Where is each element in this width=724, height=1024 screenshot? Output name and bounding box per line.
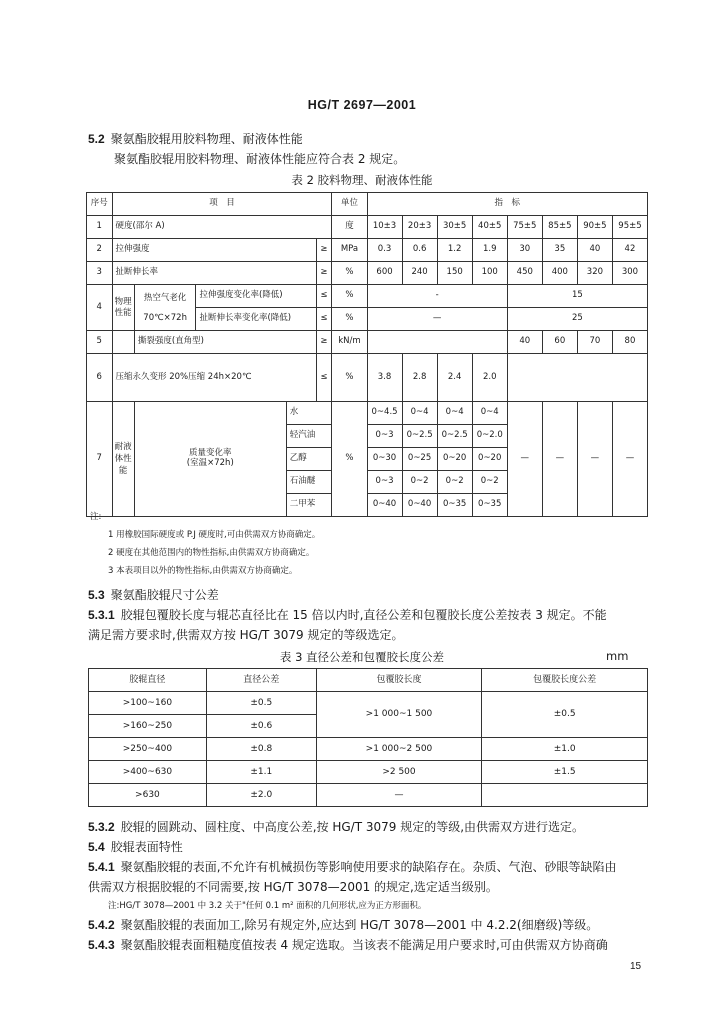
section-5-2 bbox=[88, 130, 303, 147]
cell-dash: — bbox=[612, 402, 647, 517]
section-number: 5.4.1 bbox=[88, 860, 115, 874]
table2 bbox=[86, 192, 648, 517]
cell: 10±3 bbox=[367, 216, 402, 239]
row-item: 撕裂强度(直角型) bbox=[134, 331, 316, 354]
liquid-name: 轻汽油 bbox=[286, 425, 332, 448]
cell: 100 bbox=[472, 262, 507, 285]
cell: 0~35 bbox=[472, 494, 507, 517]
cell: 0~4 bbox=[437, 402, 472, 425]
row-unit: MPa bbox=[332, 239, 367, 262]
cell: >100~160 bbox=[89, 692, 207, 715]
cell: 0~2 bbox=[402, 471, 437, 494]
row-sym: ≥ bbox=[316, 331, 332, 354]
cell: 0~2 bbox=[472, 471, 507, 494]
h-length-tol: 包覆胶长度公差 bbox=[482, 669, 648, 692]
cell: 60 bbox=[542, 331, 577, 354]
table3 bbox=[88, 668, 648, 807]
cell: 150 bbox=[437, 262, 472, 285]
cell: 300 bbox=[612, 262, 647, 285]
para-line: 胶辊包覆胶长度与辊芯直径比在 15 倍以内时,直径公差和包覆胶长度公差按表 3 规定。不能 bbox=[120, 608, 607, 622]
para-line: 胶辊的圆跳动、圆柱度、中高度公差,按 HG/T 3079 规定的等级,由供需双方进行选定。 bbox=[120, 820, 585, 834]
section-number: 5.4.2 bbox=[88, 918, 115, 932]
note-2: 2 硬度在其他范围内的物性指标,由供需双方协商确定。 bbox=[108, 548, 315, 558]
row-no: 5 bbox=[87, 331, 113, 354]
cell: 0~25 bbox=[402, 448, 437, 471]
section-5-4-1-note: 注:HG/T 3078—2001 中 3.2 关于"任何 0.1 m² 面积的几何形状,应为正方形面积。 bbox=[108, 901, 427, 911]
cell: 0~4 bbox=[402, 402, 437, 425]
cell-dash: — bbox=[542, 402, 577, 517]
section-number: 5.3.1 bbox=[88, 608, 115, 622]
cell: ±0.5 bbox=[206, 692, 316, 715]
cell: 0~20 bbox=[437, 448, 472, 471]
section-5-2-text: 聚氨酯胶辊用胶料物理、耐液体性能应符合表 2 规定。 bbox=[114, 152, 406, 166]
table3-caption: 表 3 直径公差和包覆胶长度公差 bbox=[279, 650, 445, 664]
cell: 40±5 bbox=[472, 216, 507, 239]
liquid-item-line1: 质量变化率 bbox=[189, 448, 232, 459]
cell: 0~2.0 bbox=[472, 425, 507, 448]
cell: ±1.0 bbox=[482, 738, 648, 761]
section-5-4-1-cont: 供需双方根据胶辊的不同需要,按 HG/T 3078—2001 的规定,选定适当级别。 bbox=[88, 880, 498, 894]
row-item: 压缩永久变形 20%压缩 24h×20℃ bbox=[112, 354, 316, 402]
cell: >160~250 bbox=[89, 715, 207, 738]
section-number: 5.2 bbox=[88, 132, 105, 146]
section-number: 5.4.3 bbox=[88, 938, 115, 952]
section-title: 胶辊表面特性 bbox=[110, 840, 183, 854]
cell: 0~3 bbox=[367, 471, 402, 494]
notes-title: 注: bbox=[90, 512, 102, 522]
row-sym: ≥ bbox=[316, 239, 332, 262]
section-5-3-2 bbox=[88, 818, 584, 835]
h-diameter: 胶辊直径 bbox=[89, 669, 207, 692]
section-5-4-3 bbox=[88, 936, 608, 953]
liquid-name: 水 bbox=[286, 402, 332, 425]
cell: ±0.5 bbox=[482, 692, 648, 738]
cell: 1.9 bbox=[472, 239, 507, 262]
cell: 450 bbox=[507, 262, 542, 285]
liquid-name: 二甲苯 bbox=[286, 494, 332, 517]
cell: 0~2 bbox=[437, 471, 472, 494]
cell: >400~630 bbox=[89, 761, 207, 784]
section-5-4-1 bbox=[88, 858, 617, 875]
cell: 0.6 bbox=[402, 239, 437, 262]
cell: ±1.1 bbox=[206, 761, 316, 784]
cell-empty bbox=[367, 331, 507, 354]
cell: 3.8 bbox=[367, 354, 402, 402]
row-unit: % bbox=[332, 308, 367, 331]
cell: 320 bbox=[577, 262, 612, 285]
cell: 0~4.5 bbox=[367, 402, 402, 425]
cell: 0~3 bbox=[367, 425, 402, 448]
cell: 0~2.5 bbox=[437, 425, 472, 448]
cell: 20±3 bbox=[402, 216, 437, 239]
liquid-name: 石油醚 bbox=[286, 471, 332, 494]
cell: 0.3 bbox=[367, 239, 402, 262]
cell: 0~30 bbox=[367, 448, 402, 471]
cell: ±2.0 bbox=[206, 784, 316, 807]
para-line: 聚氨酯胶辊的表面,不允许有机械损伤等影响使用要求的缺陷存在。杂质、气泡、砂眼等缺陷由 bbox=[120, 860, 617, 874]
cell: 2.8 bbox=[402, 354, 437, 402]
section-5-3 bbox=[88, 586, 219, 603]
row-sym: ≤ bbox=[316, 308, 332, 331]
h-item: 项 目 bbox=[112, 193, 332, 216]
cell: 2.4 bbox=[437, 354, 472, 402]
cell: 0~40 bbox=[402, 494, 437, 517]
cell: 75±5 bbox=[507, 216, 542, 239]
row-sym: ≥ bbox=[316, 262, 332, 285]
cell: 0~20 bbox=[472, 448, 507, 471]
cell: 0~4 bbox=[472, 402, 507, 425]
section-title: 聚氨酯胶辊用胶料物理、耐液体性能 bbox=[110, 132, 303, 146]
cell: — bbox=[316, 784, 482, 807]
row-item: 拉伸强度 bbox=[112, 239, 316, 262]
cell-dash: - bbox=[367, 285, 507, 308]
row-no: 3 bbox=[87, 262, 113, 285]
cell: 95±5 bbox=[612, 216, 647, 239]
cell: 30 bbox=[507, 239, 542, 262]
group-physical: 物理性能 bbox=[112, 285, 134, 331]
cell: 85±5 bbox=[542, 216, 577, 239]
cell: 40 bbox=[577, 239, 612, 262]
h-unit: 单位 bbox=[332, 193, 367, 216]
group-liquid: 耐液体性能 bbox=[112, 402, 134, 517]
cell: 0~40 bbox=[367, 494, 402, 517]
cell: >630 bbox=[89, 784, 207, 807]
sub-elongation: 扯断伸长率变化率(降低) bbox=[196, 308, 316, 331]
aging-temp: 70℃×72h bbox=[143, 312, 187, 323]
cell-dash: — bbox=[367, 308, 507, 331]
row-item: 硬度(邵尔 A) bbox=[112, 216, 332, 239]
sub-tensile: 拉伸强度变化率(降低) bbox=[196, 285, 316, 308]
cell: 90±5 bbox=[577, 216, 612, 239]
section-5-4 bbox=[88, 838, 183, 855]
row-no: 6 bbox=[87, 354, 113, 402]
section-number: 5.4 bbox=[88, 840, 105, 854]
row-unit: kN/m bbox=[332, 331, 367, 354]
row-sym: ≤ bbox=[316, 354, 332, 402]
aging-label: 热空气老化 bbox=[143, 292, 187, 303]
row-no: 1 bbox=[87, 216, 113, 239]
standard-header: HG/T 2697—2001 bbox=[307, 98, 417, 112]
row-item: 扯断伸长率 bbox=[112, 262, 316, 285]
liquid-item-line2: (室温×72h) bbox=[186, 458, 234, 468]
cell: 400 bbox=[542, 262, 577, 285]
cell: ±0.6 bbox=[206, 715, 316, 738]
cell: 0~2.5 bbox=[402, 425, 437, 448]
cell: 80 bbox=[612, 331, 647, 354]
table2-caption: 表 2 胶料物理、耐液体性能 bbox=[291, 173, 433, 187]
cell-dash: — bbox=[577, 402, 612, 517]
cell: 70 bbox=[577, 331, 612, 354]
cell: 2.0 bbox=[472, 354, 507, 402]
h-length: 包覆胶长度 bbox=[316, 669, 482, 692]
liquid-item bbox=[134, 402, 286, 517]
section-5-3-1 bbox=[88, 606, 607, 623]
cell: >1 000~1 500 bbox=[316, 692, 482, 738]
row-unit: % bbox=[332, 285, 367, 308]
cell: 15 bbox=[507, 285, 647, 308]
cell-empty bbox=[482, 784, 648, 807]
cell: 30±5 bbox=[437, 216, 472, 239]
cell: ±0.8 bbox=[206, 738, 316, 761]
section-5-4-2 bbox=[88, 916, 598, 933]
cell: 35 bbox=[542, 239, 577, 262]
row-no: 7 bbox=[87, 402, 113, 517]
para-line: 聚氨酯胶辊的表面加工,除另有规定外,应达到 HG/T 3078—2001 中 4.2.2(细磨级)等级。 bbox=[120, 918, 599, 932]
row-unit: 度 bbox=[332, 216, 367, 239]
row-sym: ≤ bbox=[316, 285, 332, 308]
cell: >1 000~2 500 bbox=[316, 738, 482, 761]
note-3: 3 本表项目以外的物性指标,由供需双方协商确定。 bbox=[108, 566, 298, 576]
cell: >250~400 bbox=[89, 738, 207, 761]
cell: 600 bbox=[367, 262, 402, 285]
cell: 40 bbox=[507, 331, 542, 354]
cell: ±1.5 bbox=[482, 761, 648, 784]
note-1: 1 用橡胶国际硬度或 P.J 硬度时,可由供需双方协商确定。 bbox=[108, 530, 321, 540]
cell: 240 bbox=[402, 262, 437, 285]
row-no: 4 bbox=[87, 285, 113, 331]
h-no: 序号 bbox=[87, 193, 113, 216]
cell: 25 bbox=[507, 308, 647, 331]
section-number: 5.3.2 bbox=[88, 820, 115, 834]
section-title: 聚氨酯胶辊尺寸公差 bbox=[110, 588, 219, 602]
cell: 0~35 bbox=[437, 494, 472, 517]
row-unit: % bbox=[332, 402, 367, 517]
cell: >2 500 bbox=[316, 761, 482, 784]
para-line: 聚氨酯胶辊表面粗糙度值按表 4 规定选取。当该表不能满足用户要求时,可由供需双方协商确 bbox=[120, 938, 608, 952]
h-index: 指 标 bbox=[367, 193, 648, 216]
row-unit: % bbox=[332, 354, 367, 402]
section-number: 5.3 bbox=[88, 588, 105, 602]
cell-dash: — bbox=[507, 402, 542, 517]
h-diam-tol: 直径公差 bbox=[206, 669, 316, 692]
cell-empty bbox=[507, 354, 647, 402]
liquid-name: 乙醇 bbox=[286, 448, 332, 471]
row-no: 2 bbox=[87, 239, 113, 262]
cell: 1.2 bbox=[437, 239, 472, 262]
row-unit: % bbox=[332, 262, 367, 285]
table3-unit: mm bbox=[606, 649, 629, 663]
aging-cond bbox=[134, 285, 196, 331]
page-number: 15 bbox=[630, 961, 642, 972]
cell: 42 bbox=[612, 239, 647, 262]
section-5-3-1-cont: 满足需方要求时,供需双方按 HG/T 3079 规定的等级选定。 bbox=[88, 628, 404, 642]
